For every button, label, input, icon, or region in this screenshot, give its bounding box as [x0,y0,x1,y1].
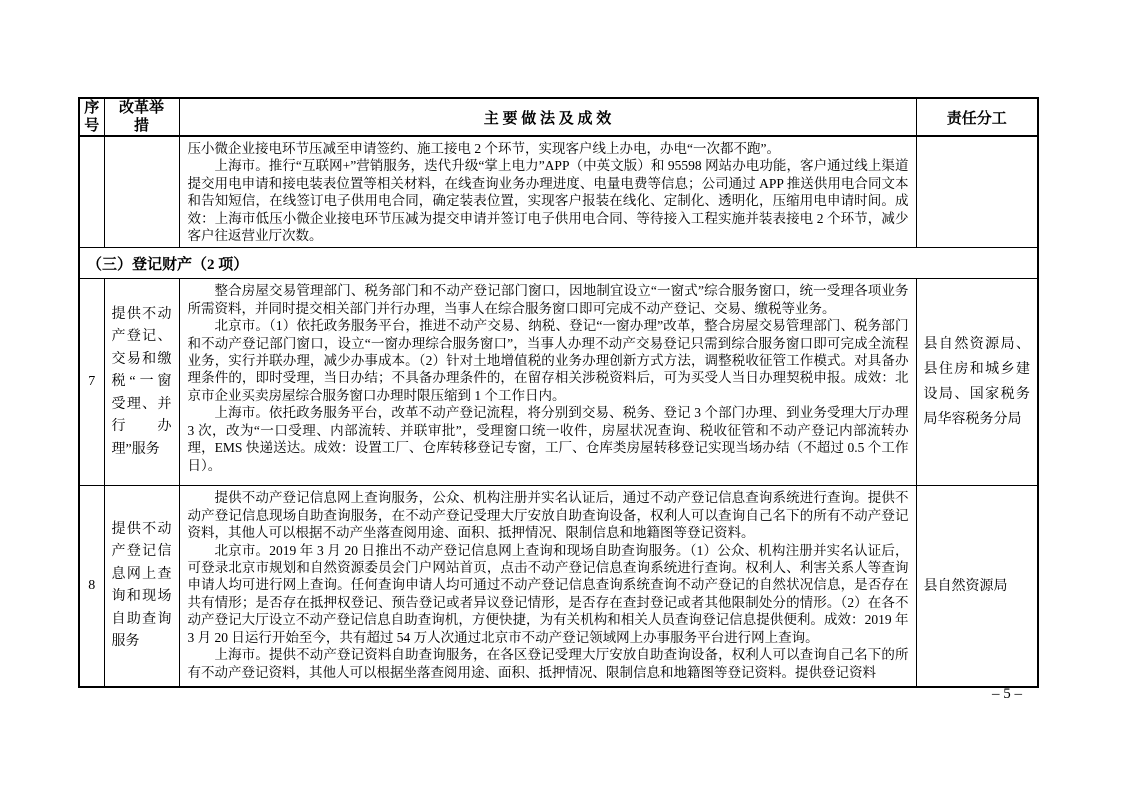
reform-measure-text: 提供不动产登记、交易和缴税“一窗受理、并行办理”服务 [111,306,172,457]
reform-measure-cell-empty [104,136,179,248]
table-row [79,279,1038,486]
page-number: – 5 – [992,686,1022,702]
reform-measure-text: 提供不动产登记信息网上查询和现场自助查询服务 [111,521,172,650]
paragraph: 北京市。2019 年 3 月 20 日推出不动产登记信息网上查询和现场自助查询服务。（1）公众、机构注册并实名认证后，可登录北京市规划和自然资源委员会门户网站首页，点击不动产登记信息查询系统进行查询。权利人、利害关系人等查询申请人均可进行网上查询。任何查询申请人均可通过不动产登记信息查询系统查询不动产登记的自然状况信息，是否存在共有情形；是否存在抵押权登记、预告登记或者异议登记情形，是否存在查封登记或者其他限制处分的情形。（2）在各不动产登记大厅设立不动产登记信息自助查询机，方便快捷，为有关机构和相关人员查询登记信息提供便利。成效：2019 年 3 月 20 日运行开始至今，共有超过 54 万人次通过北京市不动产登记领域网上办事服务平台进行网上查询。 [187,542,909,645]
reform-measure-cell [104,486,179,687]
table-row [79,486,1038,687]
table-section-row [79,248,1038,279]
paragraph: 压小微企业接电环节压减至申请签约、施工接电 2 个环节，实现客户线上办电，办电“一次都不跑”。 [187,141,780,156]
responsibility-cell [916,279,1038,486]
serial-number-cell: 7 [79,279,104,486]
serial-number-cell: 8 [79,486,104,687]
paragraph: 北京市。（1）依托政务服务平台，推进不动产交易、纳税、登记“一窗办理”改革，整合房屋交易管理部门、税务部门和不动产登记部门窗口，设立“一窗办理综合服务窗口”，当事人办理不动产交易登记只需到综合服务窗口即可完成全流程业务，实行并联办理，减少办事成本。（2）针对土地增值税的业务办理创新方式方法，调整税收征管工作模式。对具备办理条件的，即时受理，当日办结；不具备办理条件的，在留存相关涉税资料后，可为买受人当日办理契税申报。成效：北京市企业买卖房屋综合服务窗口办理时限压缩到 1 个工作日内。 [187,318,909,403]
responsibility-text: 县自然资源局 [923,578,1008,594]
header-serial-number-label: 序号 [84,100,100,134]
reform-measure-cell [104,279,179,486]
paragraph: 提供不动产登记信息网上查询服务，公众、机构注册并实名认证后，通过不动产登记信息查询系统进行查询。提供不动产登记信息现场自助查询服务，在不动产登记受理大厅安放自助查询设备，权利人可以查询自己名下的所有不动产登记资料，其他人可以根据不动产坐落查阅用途、面积、抵押情况、限制信息和地籍图等登记资料。 [187,490,909,541]
header-reform-measure-label: 改革举措 [118,100,164,134]
header-serial-number [79,98,104,136]
main-practices-cell [179,279,916,486]
responsibility-cell [916,486,1038,687]
main-practices-cell [179,486,916,687]
header-reform-measure [104,98,179,136]
table-row-continuation [79,136,1038,248]
table-header-row [79,98,1038,136]
main-practices-cell [179,136,916,248]
header-main-practices: 主 要 做 法 及 成 效 [179,98,916,136]
paragraph: 上海市。依托政务服务平台，改革不动产登记流程，将分别到交易、税务、登记 3 个部门办理、到业务受理大厅办理 3 次，改为“一口受理、内部流转、并联审批”，受理窗口统一收件，房屋状况查询、税收征管和不动产登记内部流转办理，EMS 快递送达。成效：设置工厂、仓库转移登记专窗，工厂、仓库类房屋转移登记实现当场办结（不超过 0.5 个工作日）。 [187,405,909,473]
header-responsibility: 责任分工 [916,98,1038,136]
serial-number-cell-empty [79,136,104,248]
reform-measures-table [78,97,1039,688]
section-header: （三）登记财产（2 项） [79,248,1038,279]
paragraph: 上海市。推行“互联网+”营销服务，迭代升级“掌上电力”APP（中英文版）和 95598 网站办电功能，客户通过线上渠道提交用电申请和接电装表位置等相关材料，在线查询业务办理进度、电量电费等信息；公司通过 APP 推送供用电合同文本和告知短信，在线签订电子供用电合同，确定装表位置，实现客户报装在线化、定制化、透明化，压缩用电申请时间。成效：上海市低压小微企业接电环节压减为提交申请并签订电子供用电合同、等待接入工程实施并装表接电 2 个环节，减少客户往返营业厅次数。 [187,158,909,244]
paragraph: 整合房屋交易管理部门、税务部门和不动产登记部门窗口，因地制宜设立“一窗式”综合服务窗口，统一受理各项业务所需资料，并同时提交相关部门并行办理，当事人在综合服务窗口即可完成不动产登记、交易、缴税等业务。 [187,283,909,316]
responsibility-text: 县自然资源局、县住房和城乡建设局、国家税务局华容税务分局 [923,337,1030,428]
responsibility-cell-empty [916,136,1038,248]
paragraph: 上海市。提供不动产登记资料自助查询服务，在各区登记受理大厅安放自助查询设备，权利人可以查询自己名下的所有不动产登记资料，其他人可以根据坐落查阅用途、面积、抵押情况、限制信息和地籍图等登记资料。提供登记资料 [187,647,909,680]
